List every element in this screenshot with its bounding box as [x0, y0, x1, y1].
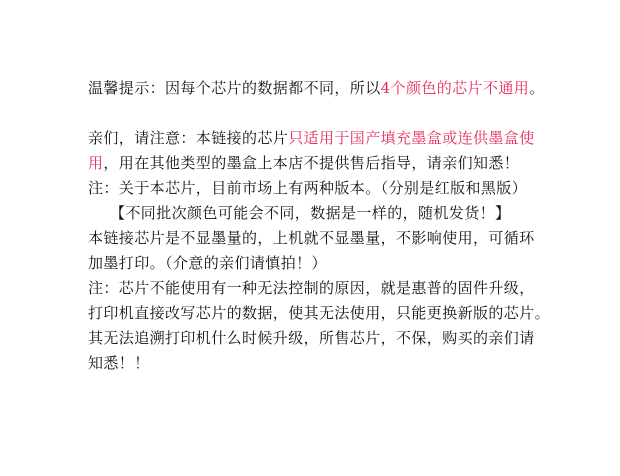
firmware-note-3: 其无法追溯打印机什么时候升级，所售芯片，不保，购买的亲们请	[88, 329, 535, 347]
tip-suffix: 。	[529, 79, 545, 97]
tip-highlight: 4个颜色的芯片不通用	[380, 79, 530, 97]
usage-line1-prefix: 亲们，请注意：本链接的芯片	[88, 129, 289, 147]
tip-prefix: 温馨提示：因每个芯片的数据都不同，所以	[88, 79, 381, 97]
batch-color-note: 【不同批次颜色可能会不同，数据是一样的，随机发货！】	[110, 204, 511, 222]
usage-line2-highlight: 用	[88, 154, 104, 172]
ink-level-note-1: 本链接芯片是不显墨量的，上机就不显墨量，不影响使用，可循环	[88, 229, 535, 247]
firmware-note-4: 知悉！！	[88, 354, 150, 372]
firmware-note-1: 注：芯片不能使用有一种无法控制的原因，就是惠普的固件升级，	[88, 279, 535, 297]
usage-line-1	[88, 126, 558, 151]
version-note: 注：关于本芯片，目前市场上有两种版本。（分别是红版和黑版）	[88, 179, 528, 197]
usage-line2-rest: ，用在其他类型的墨盒上本店不提供售后指导，请亲们知悉！	[103, 154, 520, 172]
tip-line	[88, 76, 558, 101]
usage-line-2	[88, 151, 558, 176]
tip-notice	[88, 76, 558, 101]
usage-line1-highlight: 只适用于国产填充墨盒或连供墨盒使	[288, 129, 535, 147]
firmware-note-2: 打印机直接改写芯片的数据，使其无法使用，只能更换新版的芯片。	[88, 304, 551, 322]
ink-level-note-2: 加墨打印。（介意的亲们请慎拍！）	[88, 254, 327, 272]
main-notice	[88, 126, 558, 376]
